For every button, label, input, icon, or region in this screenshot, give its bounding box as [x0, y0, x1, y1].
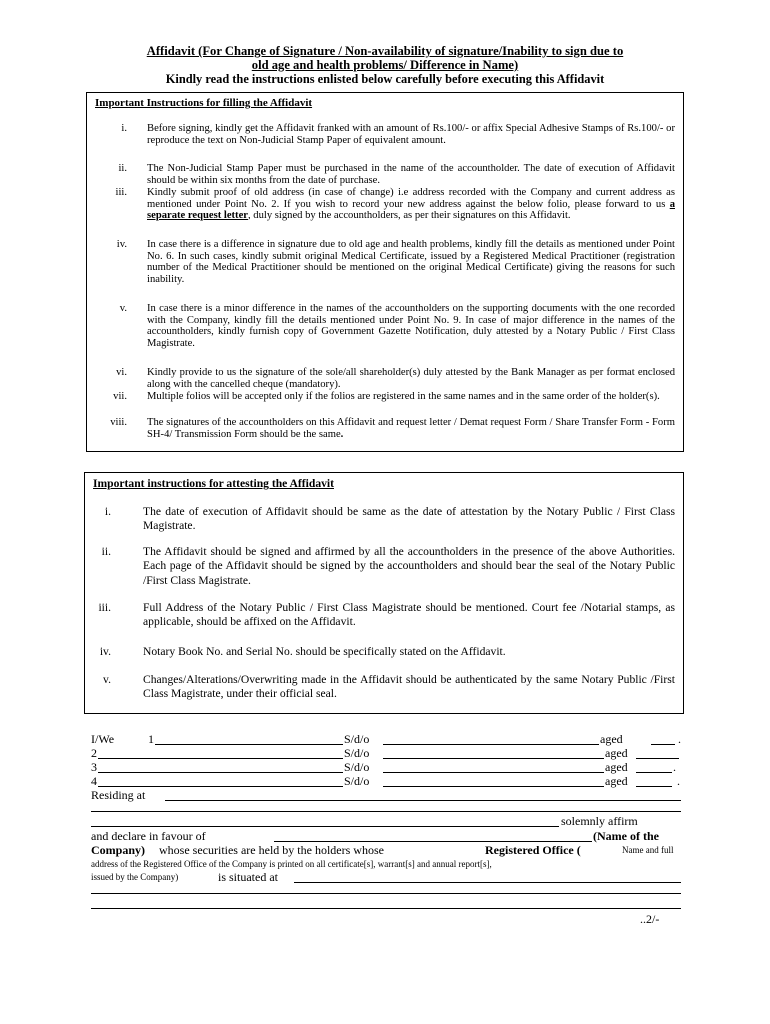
iwe-label: I/We	[91, 732, 115, 746]
attesting-instruction-item: i. The date of execution of Affidavit should be same as the date of attestation by the Notary Public / First Class Magistrate.	[104, 505, 675, 533]
age-field[interactable]	[636, 761, 672, 773]
father-name-field[interactable]	[383, 733, 599, 745]
residing-address-field[interactable]	[165, 789, 681, 801]
solemnly-affirm-text: solemnly affirm	[561, 814, 638, 828]
filling-instruction-item: vii. Multiple folios will be accepted only if the folios are registered in the same names and in the same order of the holder(s).	[113, 391, 660, 402]
attesting-instruction-item: ii. The Affidavit should be signed and affirmed by all the accountholders in the presence of the above Authorities. Each page of the Affidavit should be signed by the accountholders and should bear the seal of the Notary Public /First Class Magistrate.	[101, 545, 675, 587]
residing-address-line-2[interactable]	[91, 811, 681, 812]
sdo-label: S/d/o	[344, 746, 370, 760]
filling-instructions-heading: Important Instructions for filling the Affidavit	[95, 97, 313, 109]
sdo-label: S/d/o	[344, 774, 370, 788]
separate-request-letter-emphasis: a separate request letter	[147, 198, 675, 222]
aged-label: aged	[600, 732, 623, 746]
attesting-instructions-heading: Important instructions for attesting the Affidavit	[93, 477, 334, 490]
holder-number: 1	[148, 732, 154, 746]
holder-number: 3	[91, 760, 97, 774]
filling-instruction-item: i. Before signing, kindly get the Affidavit franked with an amount of Rs.100/- or affix Special Adhesive Stamps of Rs.100/- or reproduce the text on Non-Judicial Stamp Paper of equivalent amount.	[121, 123, 675, 146]
company-label: Company)	[91, 843, 146, 857]
age-field[interactable]	[636, 747, 679, 759]
aged-label: aged	[605, 774, 628, 788]
age-field[interactable]	[651, 733, 675, 745]
registered-office-label: Registered Office (	[485, 843, 581, 857]
office-address-line-2[interactable]	[91, 893, 681, 894]
page-marker: ..2/-	[640, 912, 660, 926]
filling-instruction-item: v. In case there is a minor difference in the names of the accountholders on the supporting documents with the one recorded with the Company, kindly fill the details mentioned under Point No. 9. In case of major difference in the names of the accountholders, kindly furnish copy of Government Gazette Notification, duly attested by a Notary Public / First Class Magistrate.	[119, 303, 675, 349]
attesting-instruction-item: iii. Full Address of the Notary Public / First Class Magistrate should be mentioned. Court fee /Notarial stamps, as applicable, should be affixed on the Affidavit.	[98, 601, 675, 629]
age-field[interactable]	[636, 775, 672, 787]
filling-instruction-item: ii. The Non-Judicial Stamp Paper must be purchased in the name of the accountholder. The date of execution of Affidavit should be within six months from the date of purchase.	[118, 163, 675, 186]
situated-label: is situated at	[218, 870, 278, 884]
holder-row-4: 4 S/d/o aged .	[91, 774, 680, 788]
securities-text: whose securities are held by the holders whose	[159, 843, 384, 857]
holder-name-field[interactable]	[98, 775, 343, 787]
filling-instruction-item: vi. Kindly provide to us the signature of the sole/all shareholder(s) duly attested by the Bank Manager as per format enclosed along with the cancelled cheque (mandatory).	[116, 367, 675, 390]
situated-row	[91, 870, 681, 884]
residing-row	[91, 788, 681, 802]
father-name-field[interactable]	[383, 747, 604, 759]
father-name-field[interactable]	[383, 761, 604, 773]
attesting-instructions-box	[84, 472, 684, 714]
holder-number: 2	[91, 746, 97, 760]
registered-office-note: Name and full	[622, 845, 674, 855]
registered-office-note-2: address of the Registered Office of the Company is printed on all certificate[s], warrant[s] and annual report[s],	[91, 859, 492, 869]
holder-row-1: I/We 1 S/d/o aged .	[91, 732, 681, 746]
affidavit-title-line-1: Affidavit (For Change of Signature / Non-availability of signature/Inability to sign due to	[146, 44, 624, 58]
holder-row-2	[91, 746, 681, 760]
filling-instructions-box	[86, 92, 684, 452]
holder-name-field[interactable]	[98, 747, 343, 759]
solemnly-affirm-row	[91, 814, 681, 828]
filling-instruction-item: iii. Kindly submit proof of old address (in case of change) i.e address recorded with the Company and current address as mentioned under Point No. 2. If you wish to record your new address against the below folio, please forward to us a separate request letter, duly signed by the accountholders, as per their signatures on this Affidavit.	[115, 187, 675, 222]
father-name-field[interactable]	[383, 775, 604, 787]
attesting-instruction-item: v. Changes/Alterations/Overwriting made in the Affidavit should be authenticated by the same Notary Public /First Class Magistrate, under their official seal.	[103, 673, 675, 701]
registered-office-note-3: issued by the Company)	[91, 872, 179, 882]
company-name-field[interactable]	[274, 830, 592, 842]
sdo-label: S/d/o	[344, 760, 370, 774]
aged-label: aged	[605, 746, 628, 760]
declaration-section	[91, 730, 681, 930]
filling-instruction-item: viii. The signatures of the accountholders on this Affidavit and request letter / Demat request Form / Share Transfer Form - Form SH-4/ Transmission Form should be the same.	[110, 417, 675, 440]
residing-label: Residing at	[91, 788, 146, 802]
name-of-company-label: (Name of the	[593, 829, 659, 843]
affidavit-title-line-2: old age and health problems/ Difference in Name)	[251, 58, 519, 72]
registered-office-note-row	[91, 857, 681, 871]
holder-number: 4	[91, 774, 97, 788]
filling-instruction-item: iv. In case there is a difference in signature due to old age and health problems, kindly fill the details as mentioned under Point No. 6. In such cases, kindly submit original Medical Certificate, issued by a Registered Medical Practitioner (registration number of the Medical Practitioner should be mentioned on the original Medical Certificate) giving the reasons for such inability.	[116, 239, 675, 285]
holder-row-3: 3 S/d/o aged .	[91, 760, 676, 774]
declare-favour-row	[91, 829, 681, 843]
office-address-field[interactable]	[294, 871, 681, 883]
residing-address-line-3[interactable]	[91, 815, 559, 827]
aged-label: aged	[605, 760, 628, 774]
affidavit-title-line-3: Kindly read the instructions enlisted below carefully before executing this Affidavit	[165, 72, 605, 86]
declare-label: and declare in favour of	[91, 829, 206, 843]
office-address-line-3[interactable]	[91, 908, 681, 909]
attesting-instruction-item: iv. Notary Book No. and Serial No. should be specifically stated on the Affidavit.	[99, 645, 506, 658]
sdo-label: S/d/o	[344, 732, 370, 746]
securities-row	[91, 843, 681, 857]
holder-name-field[interactable]	[155, 733, 343, 745]
holder-name-field[interactable]	[98, 761, 343, 773]
